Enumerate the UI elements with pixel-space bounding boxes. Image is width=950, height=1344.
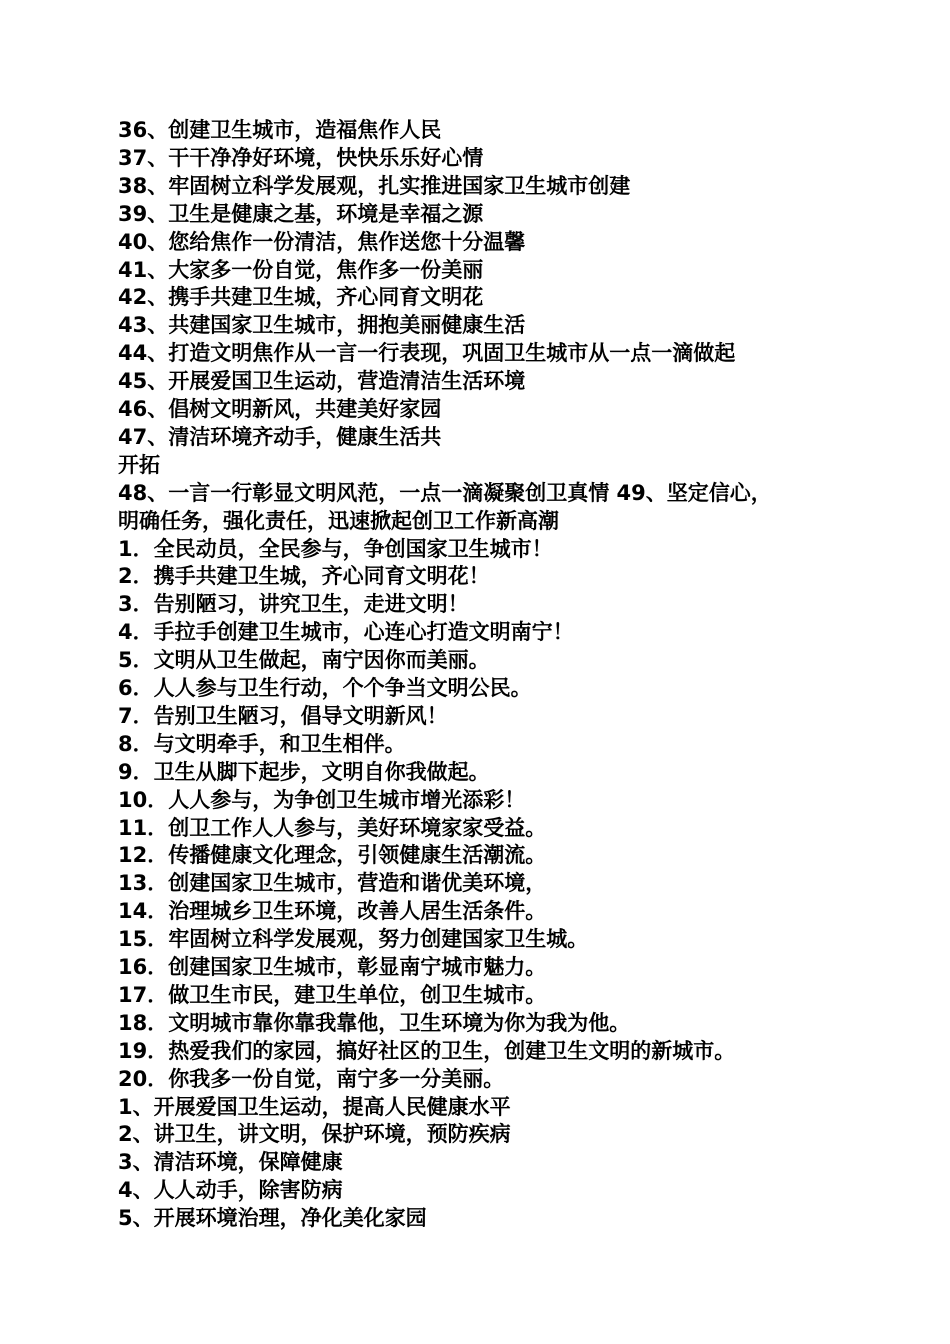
text-line: 44、打造文明焦作从一言一行表现，巩固卫生城市从一点一滴做起 [118,341,736,366]
text-line: 9．卫生从脚下起步，文明自你我做起。 [118,759,490,784]
text-line: 43、共建国家卫生城市，拥抱美丽健康生活 [118,313,526,338]
text-line: 19．热爱我们的家园，搞好社区的卫生，创建卫生文明的新城市。 [118,1038,736,1063]
text-line: 46、倡树文明新风，共建美好家园 [118,397,442,421]
text-line: 47、清洁环境齐动手，健康生活共 [118,424,442,449]
text-line: 20．你我多一份自觉，南宁多一分美丽。 [118,1066,505,1091]
text-line: 2．携手共建卫生城，齐心同育文明花！ [118,564,490,589]
text-line: 17．做卫生市民，建卫生单位，创卫生城市。 [118,982,547,1007]
text-line: 38、牢固树立科学发展观，扎实推进国家卫生城市创建 [118,173,631,198]
text-line: 14．治理城乡卫生环境，改善人居生活条件。 [118,899,547,924]
text-line: 开拓 [118,452,160,477]
text-line: 37、干干净净好环境，快快乐乐好心情 [118,145,484,170]
text-line: 7．告别卫生陋习，倡导文明新风！ [118,703,448,728]
text-line: 1、开展爱国卫生运动，提高人民健康水平 [118,1094,511,1119]
text-line: 15．牢固树立科学发展观，努力创建国家卫生城。 [118,927,589,952]
text-line: 11．创卫工作人人参与，美好环境家家受益。 [118,815,547,840]
text-line: 5．文明从卫生做起，南宁因你而美丽。 [118,648,490,673]
text-line: 3．告别陋习，讲究卫生，走进文明！ [118,592,469,617]
text-line: 48、一言一行彰显文明风范，一点一滴凝聚创卫真情 49、坚定信心， [118,480,772,505]
text-line: 13．创建国家卫生城市，营造和谐优美环境， [118,871,547,896]
text-line: 36、创建卫生城市，造福焦作人民 [118,118,442,142]
text-line: 10．人人参与，为争创卫生城市增光添彩！ [118,787,526,812]
text-line: 明确任务，强化责任，迅速掀起创卫工作新高潮 [118,508,559,533]
text-line: 8．与文明牵手，和卫生相伴。 [118,731,406,756]
text-line: 16．创建国家卫生城市，彰显南宁城市魅力。 [118,955,547,979]
text-line: 1．全民动员，全民参与，争创国家卫生城市！ [118,536,553,561]
text-line: 4．手拉手创建卫生城市，心连心打造文明南宁！ [118,620,574,645]
text-line: 4、人人动手，除害防病 [118,1178,343,1203]
text-line: 45、开展爱国卫生运动，营造清洁生活环境 [118,369,526,394]
text-line: 5、开展环境治理，净化美化家园 [118,1206,427,1231]
text-line: 2、讲卫生，讲文明，保护环境，预防疾病 [118,1122,511,1147]
text-line: 39、卫生是健康之基，环境是幸福之源 [118,201,484,226]
text-line: 6．人人参与卫生行动，个个争当文明公民。 [118,676,532,700]
text-line: 41、大家多一份自觉，焦作多一份美丽 [118,257,484,282]
text-line: 12．传播健康文化理念，引领健康生活潮流。 [118,843,547,868]
text-line: 42、携手共建卫生城，齐心同育文明花 [118,285,484,310]
text-line: 18．文明城市靠你靠我靠他，卫生环境为你为我为他。 [118,1010,631,1035]
text-line: 40、您给焦作一份清洁，焦作送您十分温馨 [118,229,526,254]
text-line: 3、清洁环境，保障健康 [118,1150,343,1175]
